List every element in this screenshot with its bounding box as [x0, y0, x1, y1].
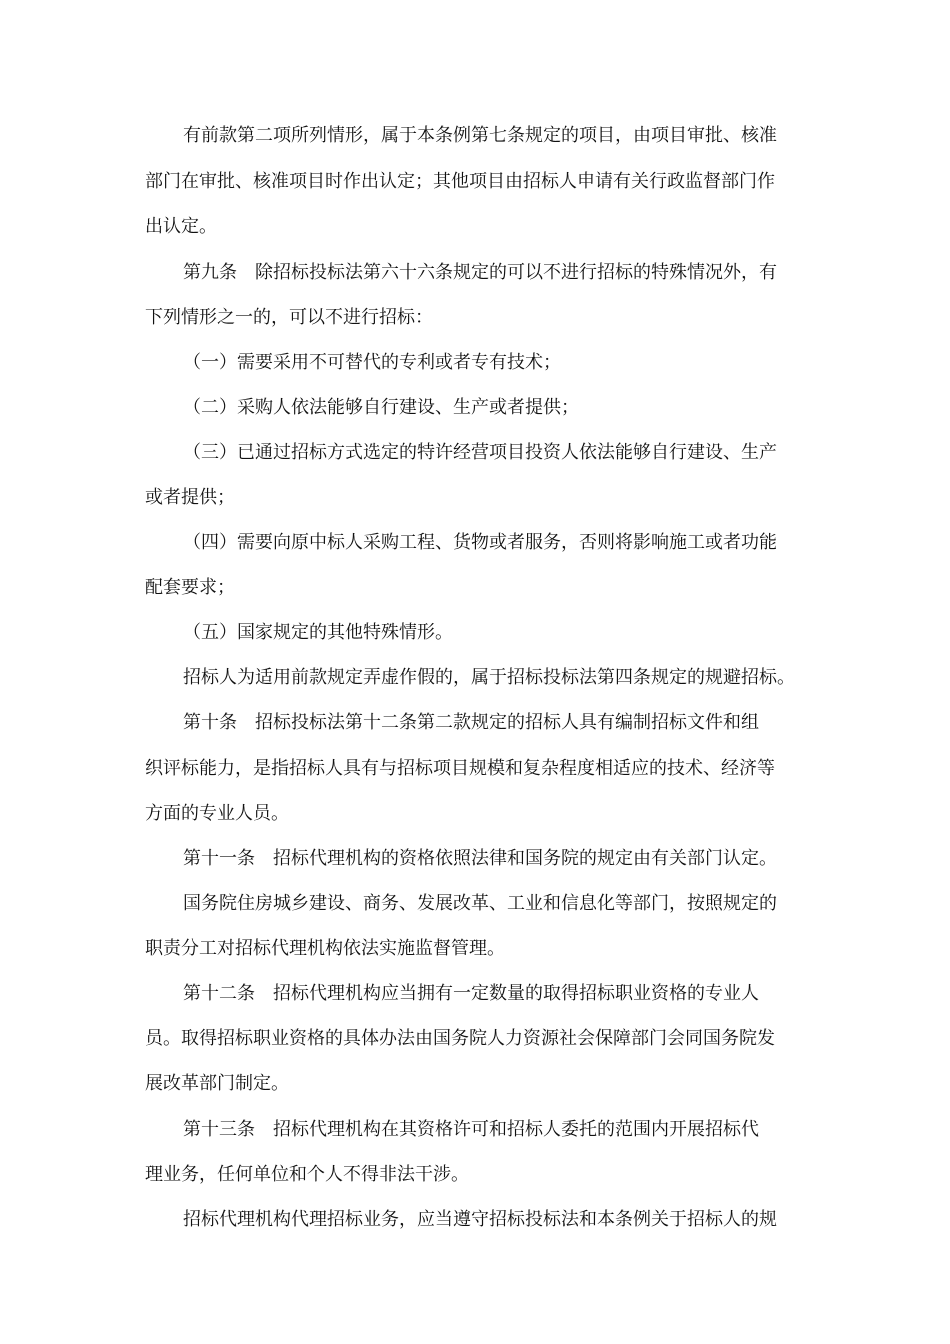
text-line: 职责分工对招标代理机构依法实施监督管理。 [145, 938, 505, 959]
list-item: （三）已通过招标方式选定的特许经营项目投资人依法能够自行建设、生产 [183, 442, 777, 463]
text-line: 第十条 招标投标法第十二条第二款规定的招标人具有编制招标文件和组 [183, 712, 759, 733]
text-line: 或者提供； [145, 487, 235, 508]
text-line: 方面的专业人员。 [145, 803, 289, 824]
text-line: 部门在审批、核准项目时作出认定；其他项目由招标人申请有关行政监督部门作 [145, 171, 775, 192]
text-line: 招标代理机构代理招标业务，应当遵守招标投标法和本条例关于招标人的规 [183, 1209, 777, 1230]
text-line: 第十三条 招标代理机构在其资格许可和招标人委托的范围内开展招标代 [183, 1119, 759, 1140]
list-item: （二）采购人依法能够自行建设、生产或者提供； [183, 397, 579, 418]
text-line: 配套要求； [145, 577, 235, 598]
text-line: 员。取得招标职业资格的具体办法由国务院人力资源社会保障部门会同国务院发 [145, 1028, 775, 1049]
list-item: （一）需要采用不可替代的专利或者专有技术； [183, 352, 561, 373]
text-line: 理业务，任何单位和个人不得非法干涉。 [145, 1164, 469, 1185]
list-item: （五）国家规定的其他特殊情形。 [183, 622, 453, 643]
text-line: 第十一条 招标代理机构的资格依照法律和国务院的规定由有关部门认定。 [183, 848, 777, 869]
text-line: 织评标能力，是指招标人具有与招标项目规模和复杂程度相适应的技术、经济等 [145, 758, 775, 779]
text-line: 第九条 除招标投标法第六十六条规定的可以不进行招标的特殊情况外，有 [183, 262, 777, 283]
text-line: 招标人为适用前款规定弄虚作假的，属于招标投标法第四条规定的规避招标。 [183, 667, 795, 688]
text-line: 第十二条 招标代理机构应当拥有一定数量的取得招标职业资格的专业人 [183, 983, 759, 1004]
text-line: 下列情形之一的，可以不进行招标： [145, 307, 433, 328]
list-item: （四）需要向原中标人采购工程、货物或者服务，否则将影响施工或者功能 [183, 532, 777, 553]
text-line: 展改革部门制定。 [145, 1073, 289, 1094]
text-line: 出认定。 [145, 216, 217, 237]
text-line: 国务院住房城乡建设、商务、发展改革、工业和信息化等部门，按照规定的 [183, 893, 777, 914]
text-line: 有前款第二项所列情形，属于本条例第七条规定的项目，由项目审批、核准 [183, 125, 777, 146]
